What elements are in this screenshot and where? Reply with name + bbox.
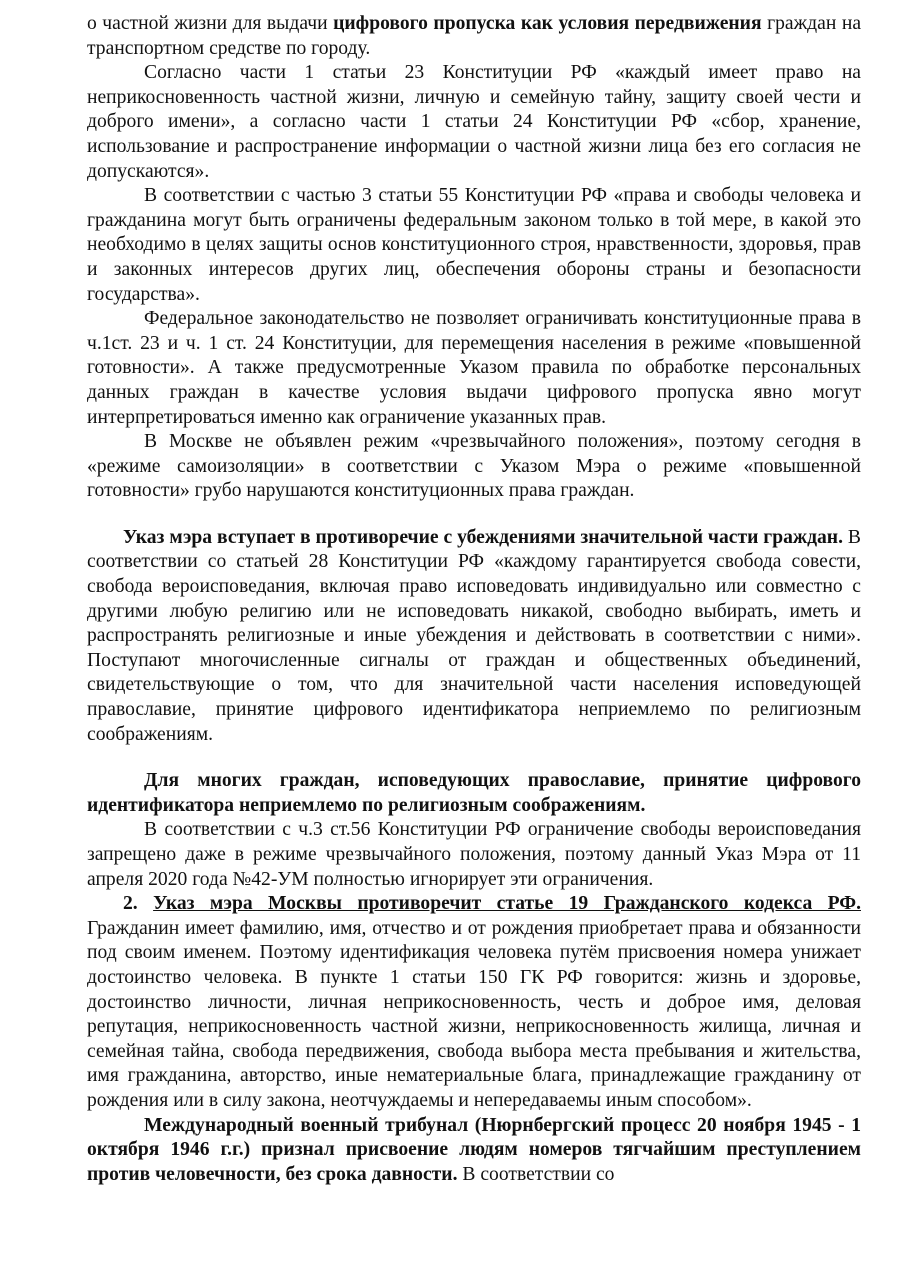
digital-pass-emphasis: цифрового пропуска как условия передвижения xyxy=(333,13,762,34)
orthodox-heading-text: Для многих граждан, исповедующих православие, принятие цифрового идентификатора неприемлемо по религиозным соображениям. xyxy=(87,770,861,816)
paragraph-intro xyxy=(87,12,861,61)
paragraph-religious-beliefs xyxy=(87,526,861,747)
paragraph-article-23-24: Согласно части 1 статьи 23 Конституции РФ «каждый имеет право на неприкосновенность частной жизни, личную и семейную тайну, защиту своей чести и доброго имени», а согласно части 1 статьи 24 Конституции РФ «сбор, хранение, использование и распространение информации о частной жизни лица без его согласия не допускаются». xyxy=(87,62,861,182)
civil-code-text: Гражданин имеет фамилию, имя, отчество и от рождения приобретает права и обязанности под своим именем. Поэтому идентификация человека путём присвоения номера унижает достоинство человека. В пункте 1 статьи 150 ГК РФ говорится: жизнь и здоровье, достоинство личности, личная неприкосновенность, честь и доброе имя, деловая репутация, неприкосновенность частной жизни, неприкосновенность жилища, личная и семейная тайна, свобода передвижения, свобода выбора места пребывания и жительства, имя гражданина, авторство, иные нематериальные блага, принадлежащие гражданину от рождения или в силу закона, неотчуждаемы и непередаваемы иным способом». xyxy=(87,917,861,1111)
religious-beliefs-heading: Указ мэра вступает в противоречие с убеждениями значительной части граждан. xyxy=(123,526,843,548)
religious-beliefs-text: В соответствии со статьей 28 Конституции РФ «каждому гарантируется свобода совести, свобода вероисповедания, включая право исповедовать индивидуально или совместно с другими любую религию или не исповедовать никакой, свободно выбирать, иметь и распространять религиозные и иные убеждения и действовать в соответствии с ними». Поступают многочисленные сигналы от граждан и общественных объединений, свидетельствующие о том, что для значительной части населения исповедующей православие, принятие цифрового идентификатора неприемлемо по религиозным соображениям. xyxy=(87,526,861,745)
paragraph-civil-code-19 xyxy=(87,892,861,1113)
paragraph-article-55: В соответствии с частью 3 статьи 55 Конституции РФ «права и свободы человека и гражданина могут быть ограничены федеральным законом только в той мере, в какой это необходимо в целях защиты основ конституционного строя, нравственности, здоровья, прав и законных интересов других лиц, обеспечения обороны страны и безопасности государства». xyxy=(87,185,861,305)
paragraph-federal-law: Федеральное законодательство не позволяет ограничивать конституционные права в ч.1ст. 23 и ч. 1 ст. 24 Конституции, для перемещения населения в режиме «повышенной готовности». А также предусмотренные Указом правила по обработке персональных данных граждан в качестве условия выдачи цифрового пропуска явно могут интерпретироваться именно как ограничение указанных прав. xyxy=(87,308,861,428)
nuremberg-heading: Международный военный трибунал (Нюрнбергский процесс 20 ноября 1945 - 1 октября 1946 г.г.) признал присвоение людям номеров тягчайшим преступлением против человечности, без срока давности. xyxy=(87,1114,861,1185)
paragraph-orthodox-heading xyxy=(87,769,861,818)
section-number: 2. xyxy=(123,893,138,915)
civil-code-heading: Указ мэра Москвы противоречит статье 19 Гражданского кодекса РФ. xyxy=(153,893,861,915)
intro-text: о частной жизни для выдачи xyxy=(87,13,334,34)
paragraph-moscow-regime: В Москве не объявлен режим «чрезвычайного положения», поэтому сегодня в «режиме самоизоляции» в соответствии с Указом Мэра о режиме «повышенной готовности» грубо нарушаются конституционных права граждан. xyxy=(87,431,861,502)
nuremberg-text: В соответствии со xyxy=(457,1163,615,1185)
intro-text-end: граждан на транспортном средстве по городу. xyxy=(87,13,862,59)
paragraph-nuremberg xyxy=(87,1114,861,1188)
paragraph-article-56: В соответствии с ч.3 ст.56 Конституции РФ ограничение свободы вероисповедания запрещено даже в режиме чрезвычайного положения, поэтому данный Указ Мэра от 11 апреля 2020 года №42-УМ полностью игнорирует эти ограничения. xyxy=(87,819,861,890)
